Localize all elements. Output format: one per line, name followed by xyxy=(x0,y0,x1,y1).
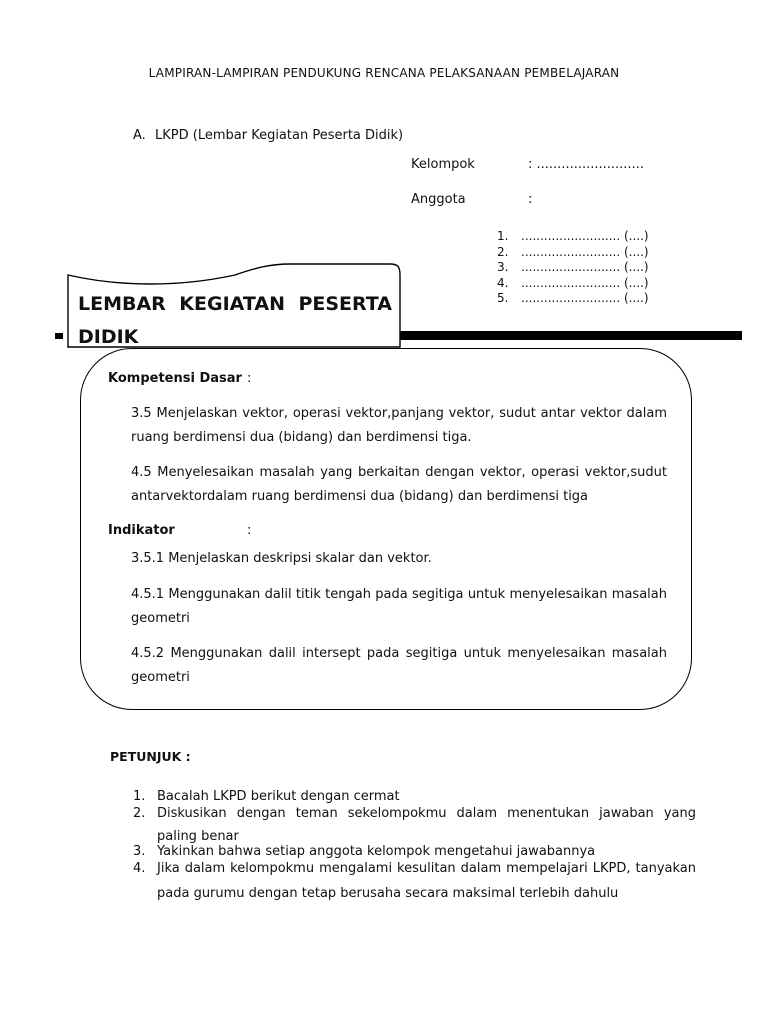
indikator-label: Indikator xyxy=(108,523,175,538)
anggota-label: Anggota xyxy=(411,192,466,207)
divider-stub xyxy=(55,333,63,339)
indikator-item: 3.5.1 Menjelaskan deskripsi skalar dan vektor. xyxy=(131,551,432,566)
petunjuk-item: 4. Jika dalam kelompokmu mengalami kesulitan dalam mempelajari LKPD, tanyakan pada gurumu dengan tetap berusaha secara maksimal terlebih dahulu xyxy=(133,861,696,901)
petunjuk-title: PETUNJUK : xyxy=(110,749,191,764)
kompetensi-item: 3.5 Menjelaskan vektor, operasi vektor,panjang vektor, sudut antar vektor dalam ruang berdimensi dua (bidang) dan berdimensi tiga. xyxy=(131,406,667,445)
section-title: LKPD (Lembar Kegiatan Peserta Didik) xyxy=(155,128,404,143)
section-letter: A. xyxy=(133,128,146,143)
member-item: 3. .......................... (....) xyxy=(497,260,649,274)
banner-title-line2: DIDIK xyxy=(78,326,139,348)
member-item: 4. .......................... (....) xyxy=(497,275,649,290)
petunjuk-item: 1. Bacalah LKPD berikut dengan cermat xyxy=(133,789,400,804)
member-item: 2. .......................... (....) xyxy=(497,244,649,259)
banner-title xyxy=(78,288,392,354)
petunjuk-item: 2. Diskusikan dengan teman sekelompokmu dalam menentukan jawaban yang paling benar xyxy=(133,806,696,844)
kelompok-label: Kelompok xyxy=(411,157,475,172)
indikator-colon: : xyxy=(247,523,252,538)
member-list xyxy=(497,229,649,307)
kompetensi-colon: : xyxy=(247,371,252,386)
petunjuk-item: 3. Yakinkan bahwa setiap anggota kelompok mengetahui jawabannya xyxy=(133,844,596,859)
indikator-item: 4.5.1 Menggunakan dalil titik tengah pada segitiga untuk menyelesaikan masalah geometri xyxy=(131,587,667,626)
indikator-item: 4.5.2 Menggunakan dalil intersept pada segitiga untuk menyelesaikan masalah geometri xyxy=(131,646,667,685)
section-a-heading xyxy=(133,128,403,143)
kelompok-field: : .......................... xyxy=(528,157,644,172)
member-item: 1. .......................... (....) xyxy=(497,229,649,243)
kompetensi-label: Kompetensi Dasar xyxy=(108,371,242,386)
anggota-colon: : xyxy=(528,192,533,207)
member-item: 5. .......................... (....) xyxy=(497,291,649,305)
banner-title-line1: LEMBAR KEGIATAN PESERTA xyxy=(78,293,392,315)
petunjuk-list xyxy=(133,786,696,906)
kompetensi-item: 4.5 Menyelesaikan masalah yang berkaitan dengan vektor, operasi vektor,sudut antarvektordalam ruang berdimensi dua (bidang) dan berdimensi tiga xyxy=(131,465,667,504)
document-header: LAMPIRAN-LAMPIRAN PENDUKUNG RENCANA PELAKSANAAN PEMBELAJARAN xyxy=(148,66,620,80)
divider-bar xyxy=(400,331,742,340)
